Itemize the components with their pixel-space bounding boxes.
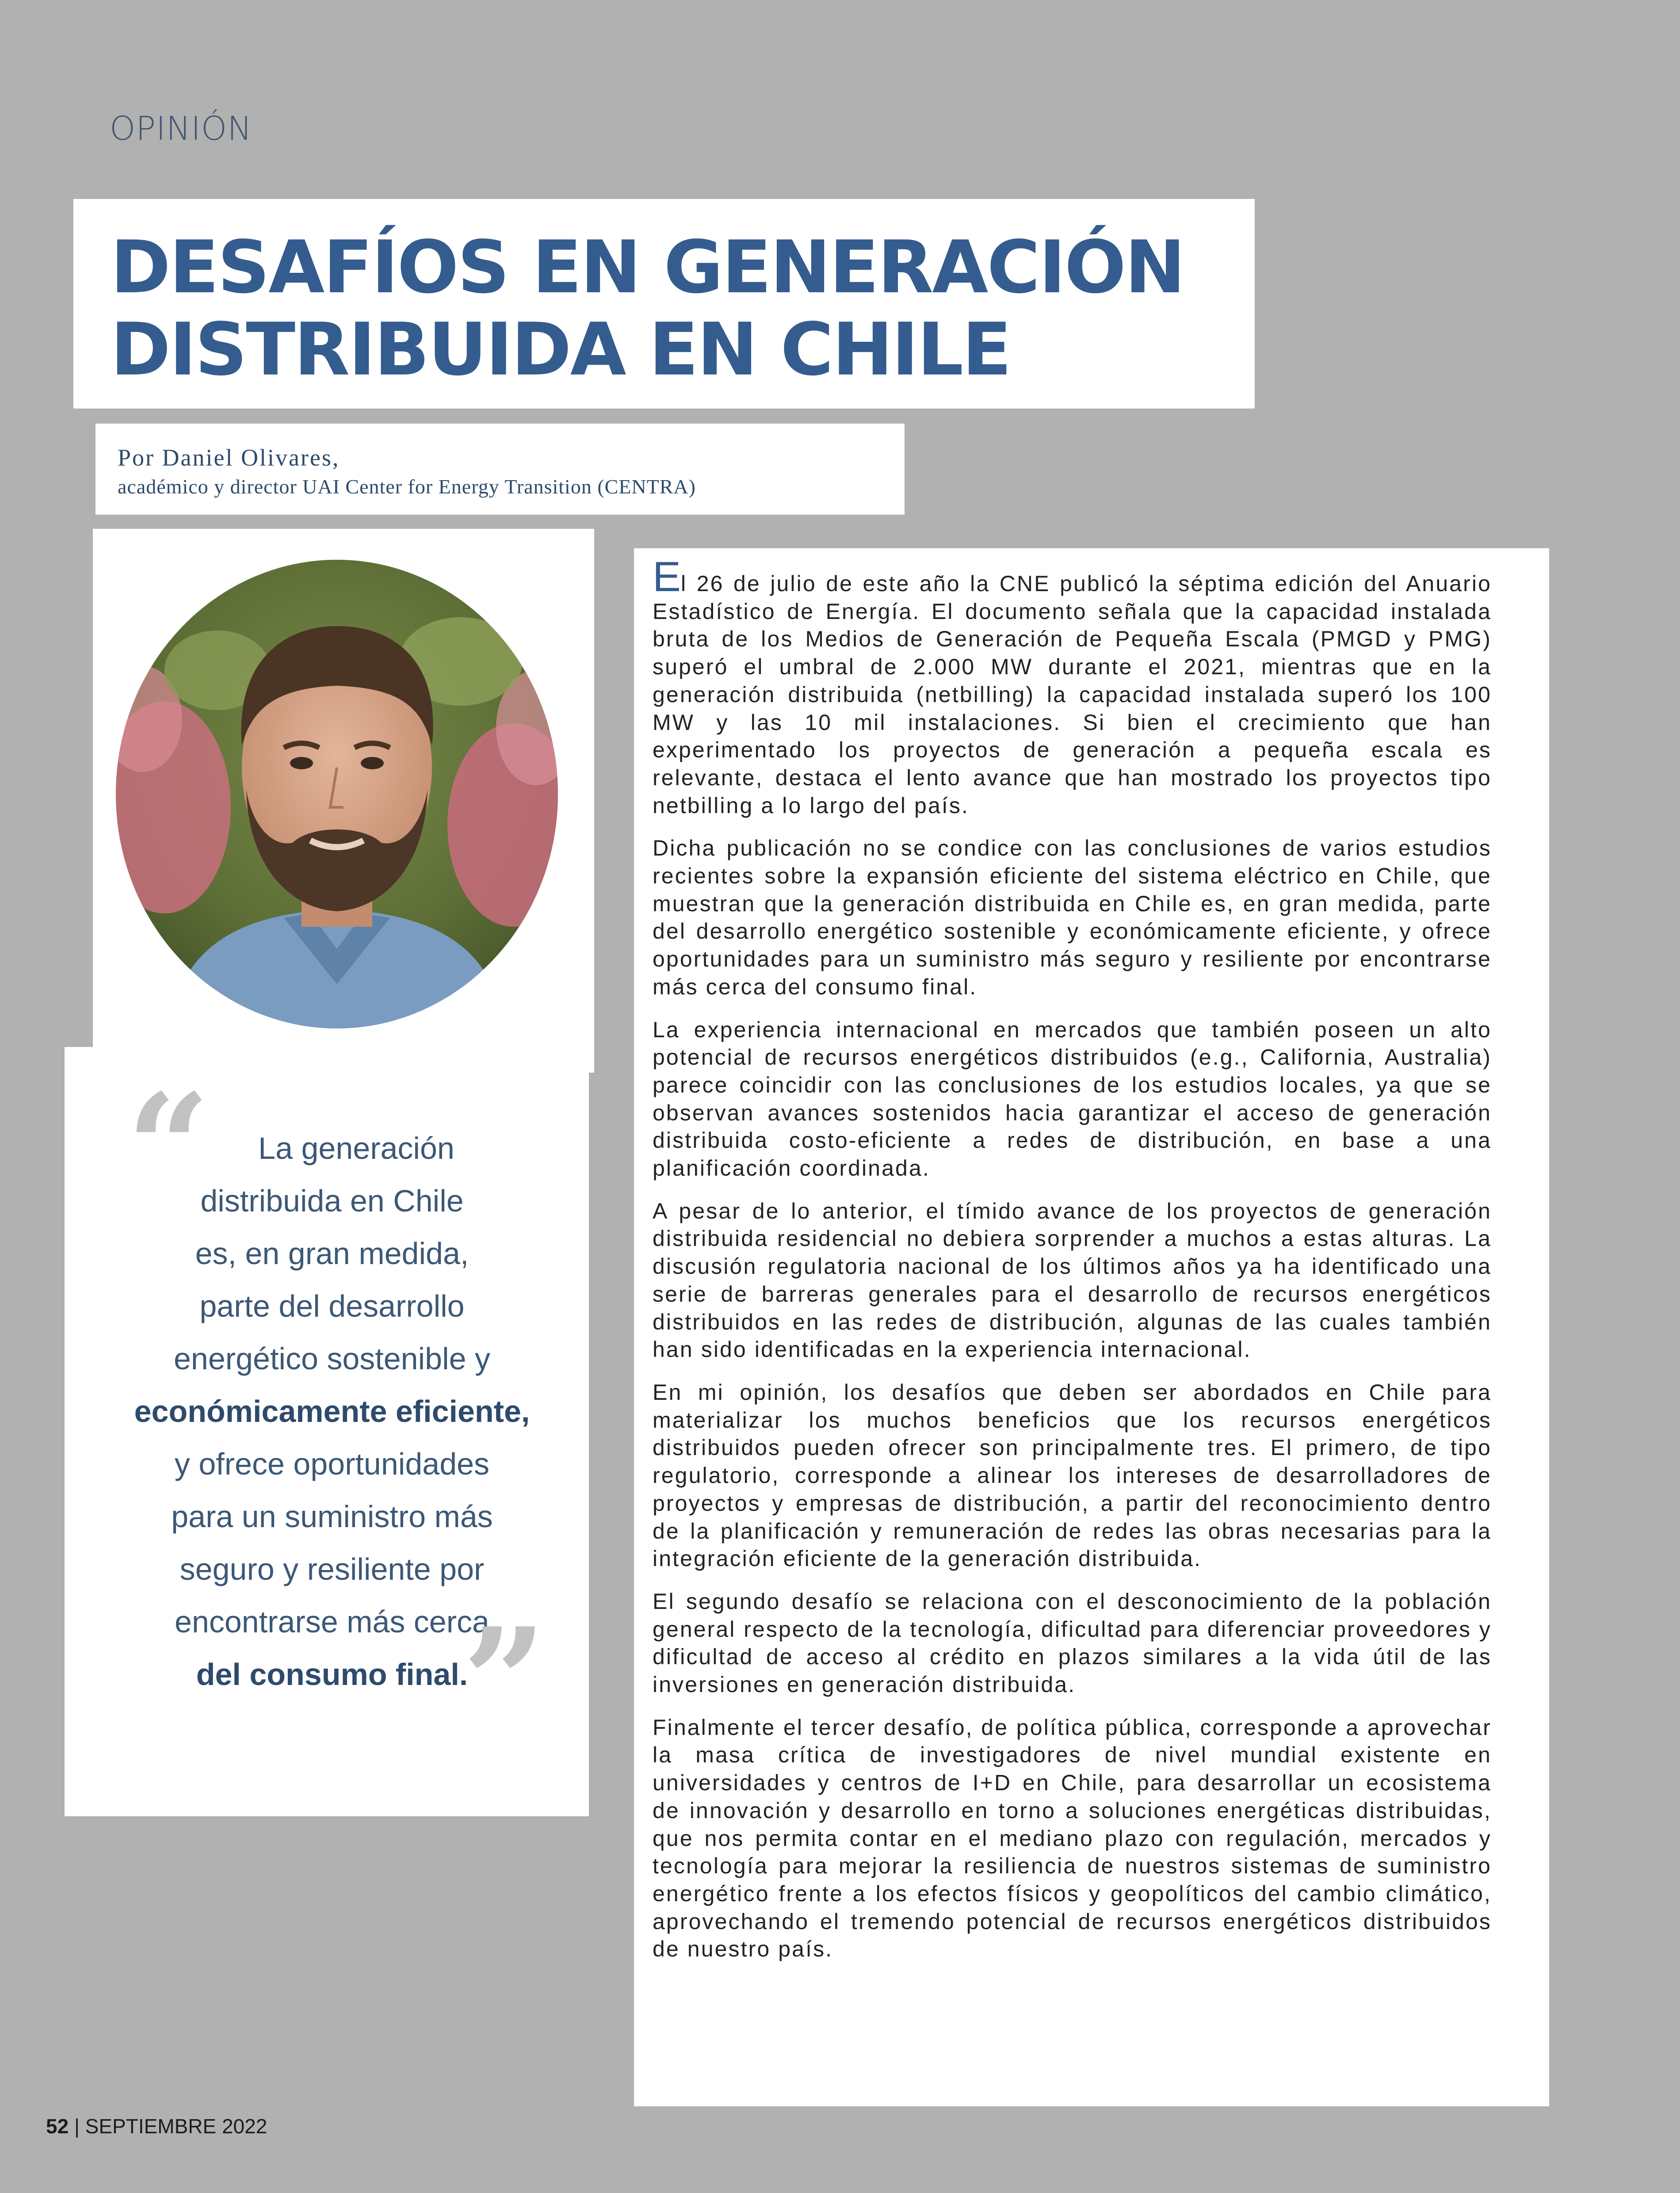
pull-quote-line: La generación (258, 1131, 454, 1165)
pull-quote-line: distribuida en Chile (200, 1184, 464, 1218)
pull-quote-line: para un suministro más (171, 1499, 493, 1534)
author-portrait-illustration (116, 560, 558, 1028)
pull-quote-line: encontrarse más cerca (175, 1605, 489, 1639)
article-title-line-1: DESAFÍOS EN GENERACIÓN (111, 225, 1184, 309)
section-label: OPINIÓN (110, 110, 252, 148)
article-paragraph (653, 553, 1492, 819)
article-paragraph-text: l 26 de julio de este año la CNE publicó la séptima edición del Anuario Estadístico de Energía. El documento señala que la capacidad instalada bruta de los Medios de Generación de Pequeña Escala (PMGD y PMG) superó el umbral de 2.000 MW durante el 2021, mientras que en la generación distribuida (netbilling) la capacidad instalada superó los 100 MW y las 10 mil instalaciones. Si bien el crecimiento que han experimentado los proyectos de generación a pequeña escala es relevante, destaca el lento avance que han mostrado los proyectos tipo netbilling a lo largo del país. (653, 571, 1492, 818)
pull-quote-line-emphasis: económicamente eficiente, (134, 1394, 530, 1429)
byline-author: Por Daniel Olivares, (118, 444, 340, 471)
page-number: 52 (46, 2115, 69, 2138)
byline (95, 424, 905, 515)
article-paragraph: Dicha publicación no se condice con las conclusiones de varios estudios recientes sobre la expansión eficiente del sistema eléctrico en Chile, que muestran que la generación distribuida en Chile es, en gran medida, parte del desarrollo energético sostenible y económicamente eficiente, y ofrece oportunidades para un suministro más seguro y resiliente por encontrarse más cerca del consumo final. (653, 836, 1492, 999)
article-paragraph: Finalmente el tercer desafío, de política pública, corresponde a aprovechar la masa crítica de investigadores de nivel mundial existente en universidades y centros de I+D en Chile, para desarrollar un ecosistema de innovación y desarrollo en torno a soluciones energéticas distribuidas, que nos permita contar en el mediano plazo con regulación, mercados y tecnología para mejorar la resiliencia de nuestros sistemas de suministro energético frente a los efectos físicos y geopolíticos del cambio climático, aprovechando el tremendo potencial de recursos energéticos distribuidos de nuestro país. (653, 1715, 1492, 1962)
issue-date: | SEPTIEMBRE 2022 (74, 2115, 267, 2138)
page-footer (46, 2114, 267, 2138)
article-body (634, 548, 1549, 2106)
pull-quote-line: seguro y resiliente por (179, 1552, 485, 1586)
article-title-line-2: DISTRIBUIDA EN CHILE (111, 307, 1011, 392)
author-photo (116, 560, 558, 1028)
pull-quote (65, 1047, 589, 1816)
byline-role: académico y director UAI Center for Energy Transition (CENTRA) (118, 475, 696, 498)
article-paragraph: La experiencia internacional en mercados que también poseen un alto potencial de recursos energéticos distribuidos (e.g., California, Australia) parece coincidir con las conclusiones de los estudios locales, ya que se observan avances sostenidos hacia garantizar el acceso de generación distribuida costo-eficiente a redes de distribución, en base a una planificación coordinada. (653, 1017, 1492, 1181)
open-quote-mark: “ (126, 1062, 210, 1233)
close-quote-mark: ” (462, 1596, 546, 1767)
pull-quote-line: parte del desarrollo (199, 1289, 465, 1323)
title-box (73, 199, 1255, 409)
pull-quote-line: es, en gran medida, (195, 1236, 469, 1271)
pull-quote-line-emphasis: del consumo final. (196, 1657, 468, 1692)
article-paragraph: El segundo desafío se relaciona con el desconocimiento de la población general respecto de la tecnología, dificultad para diferenciar proveedores y dificultad de acceso al crédito en plazos similares a la vida útil de las inversiones en generación distribuida. (653, 1589, 1492, 1697)
author-photo-frame (93, 529, 594, 1073)
article-paragraph: En mi opinión, los desafíos que deben ser abordados en Chile para materializar los muchos beneficios que los recursos energéticos distribuidos pueden ofrecer son principalmente tres. El primero, de tipo regulatorio, corresponde a alinear los intereses de desarrolladores de proyectos y empresas de distribución, a partir del reconocimiento dentro de la planificación y remuneración de redes las obras necesarias para la integración eficiente de la generación distribuida. (653, 1379, 1492, 1571)
article-paragraph: A pesar de lo anterior, el tímido avance de los proyectos de generación distribuida residencial no debiera sorprender a muchos a estas alturas. La discusión regulatoria nacional de los últimos años ya ha identificado una serie de barreras generales para el desarrollo de recursos energéticos distribuidos en las redes de distribución, algunas de las cuales también han sido identificadas en la experiencia internacional. (653, 1198, 1492, 1362)
pull-quote-line: energético sostenible y (174, 1341, 490, 1376)
pull-quote-line: y ofrece oportunidades (174, 1447, 490, 1481)
drop-cap: E (653, 553, 681, 600)
